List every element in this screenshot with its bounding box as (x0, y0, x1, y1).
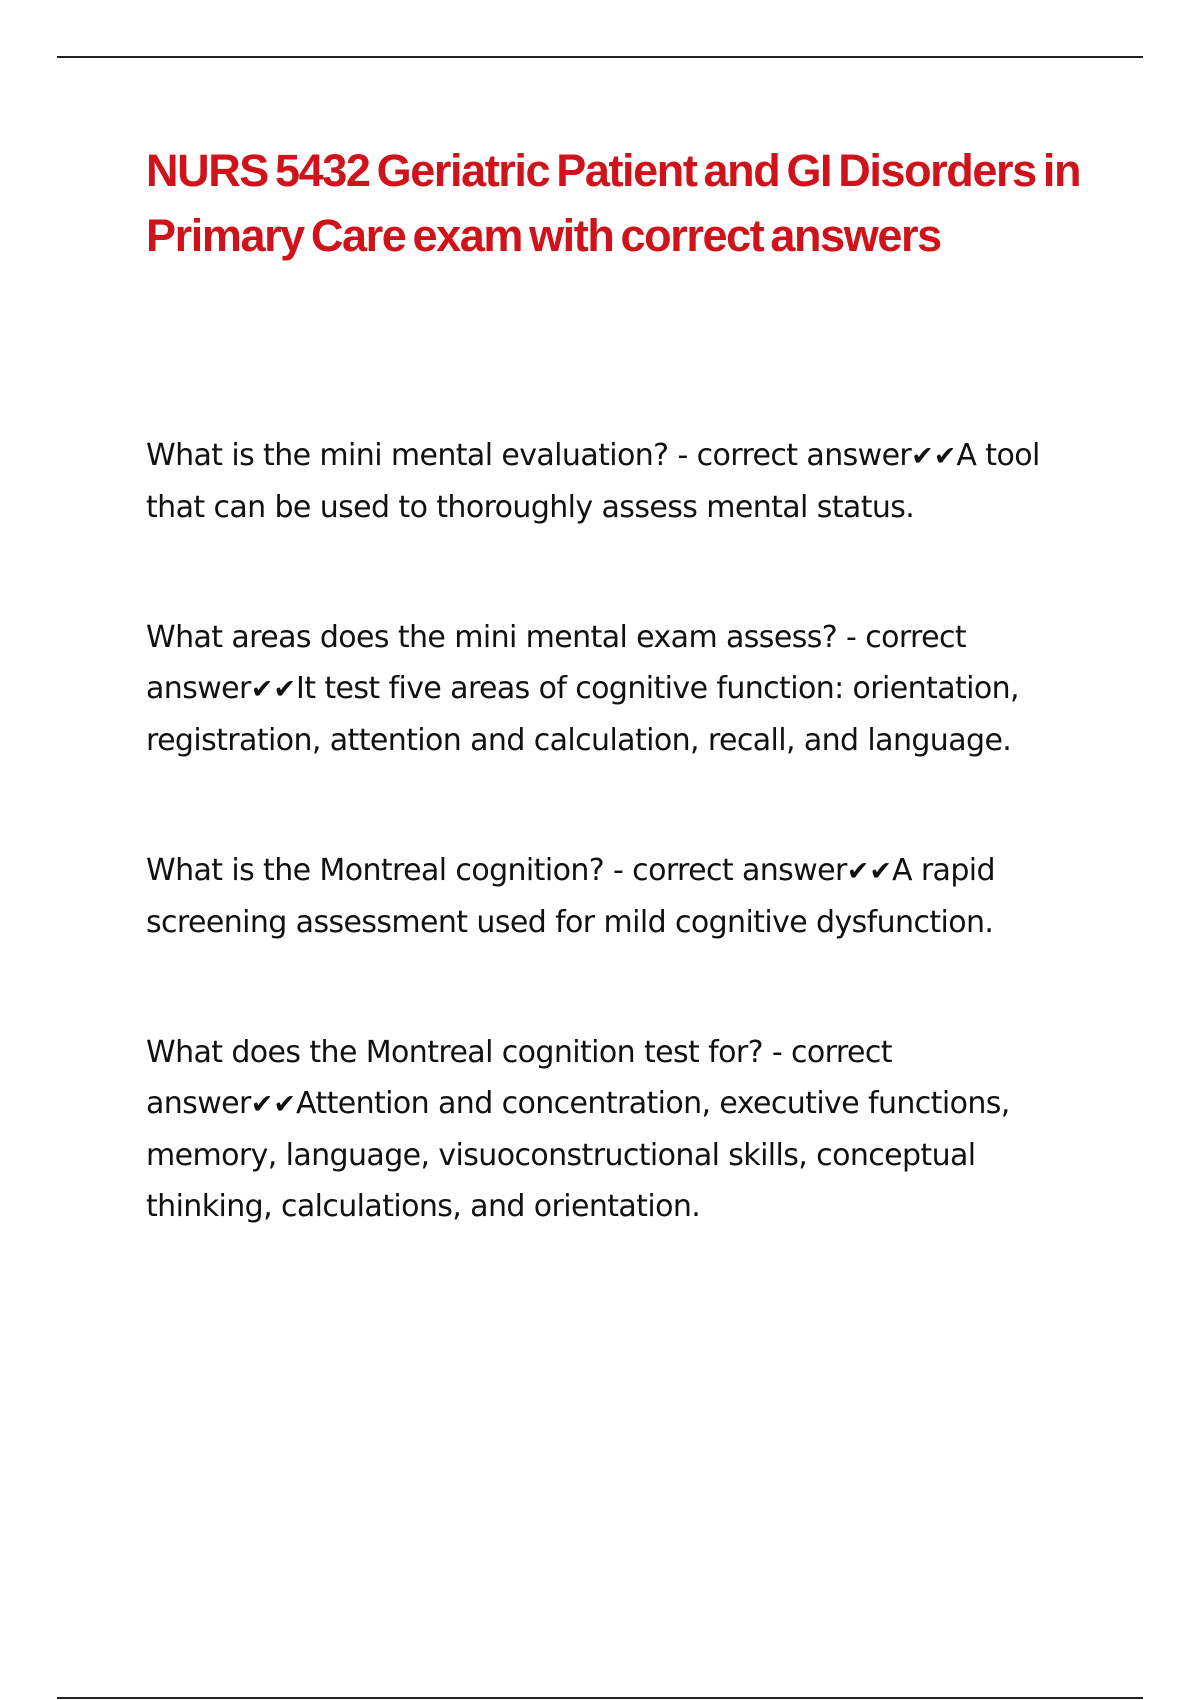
question-2: What areas does the mini mental exam assess? (146, 620, 838, 655)
answer-marker-3: correct answer (632, 853, 847, 888)
bottom-rule (57, 1697, 1143, 1699)
qa-item-1: What is the mini mental evaluation? - correct answer✔✔A tool that can be used to thoroughly assess mental status. (146, 438, 1040, 525)
question-4: What does the Montreal cognition test for? (146, 1035, 763, 1070)
qa-list (146, 430, 1086, 1232)
qa-item-3: What is the Montreal cognition? - correct answer✔✔A rapid screening assessment used for mild cognitive dysfunction. (146, 853, 995, 940)
document-title: NURS 5432 Geriatric Patient and GI Disorders in Primary Care exam with correct answers (146, 145, 1081, 261)
check-icon: ✔✔ (846, 856, 892, 887)
check-icon: ✔✔ (250, 1089, 297, 1120)
check-icon: ✔✔ (250, 674, 297, 705)
qa-item-2: What areas does the mini mental exam assess? - correct answer✔✔It test five areas of cognitive function: orientation, registration, attention and calculation, recall, and language. (146, 620, 1019, 758)
answer-marker-4: correct answer (146, 1035, 892, 1121)
answer-marker-2: correct answer (146, 620, 967, 706)
answer-4: Attention and concentration, executive functions, memory, language, visuoconstructional skills, conceptual thinking, calculations, and orientation. (146, 1086, 1010, 1224)
answer-2: It test five areas of cognitive function: orientation, registration, attention and calculation, recall, and language. (146, 671, 1019, 758)
top-rule (57, 56, 1143, 58)
qa-item-4: What does the Montreal cognition test for? - correct answer✔✔Attention and concentration, executive functions, memory, language, visuoconstructional skills, conceptual thinking, calculations, and orientation. (146, 1035, 1010, 1224)
question-1: What is the mini mental evaluation? (146, 438, 669, 473)
answer-marker-1: correct answer (696, 438, 912, 473)
answer-3: A rapid screening assessment used for mild cognitive dysfunction. (146, 853, 995, 940)
check-icon: ✔✔ (911, 441, 957, 472)
question-3: What is the Montreal cognition? (146, 853, 605, 888)
answer-1: A tool that can be used to thoroughly assess mental status. (146, 438, 1040, 525)
